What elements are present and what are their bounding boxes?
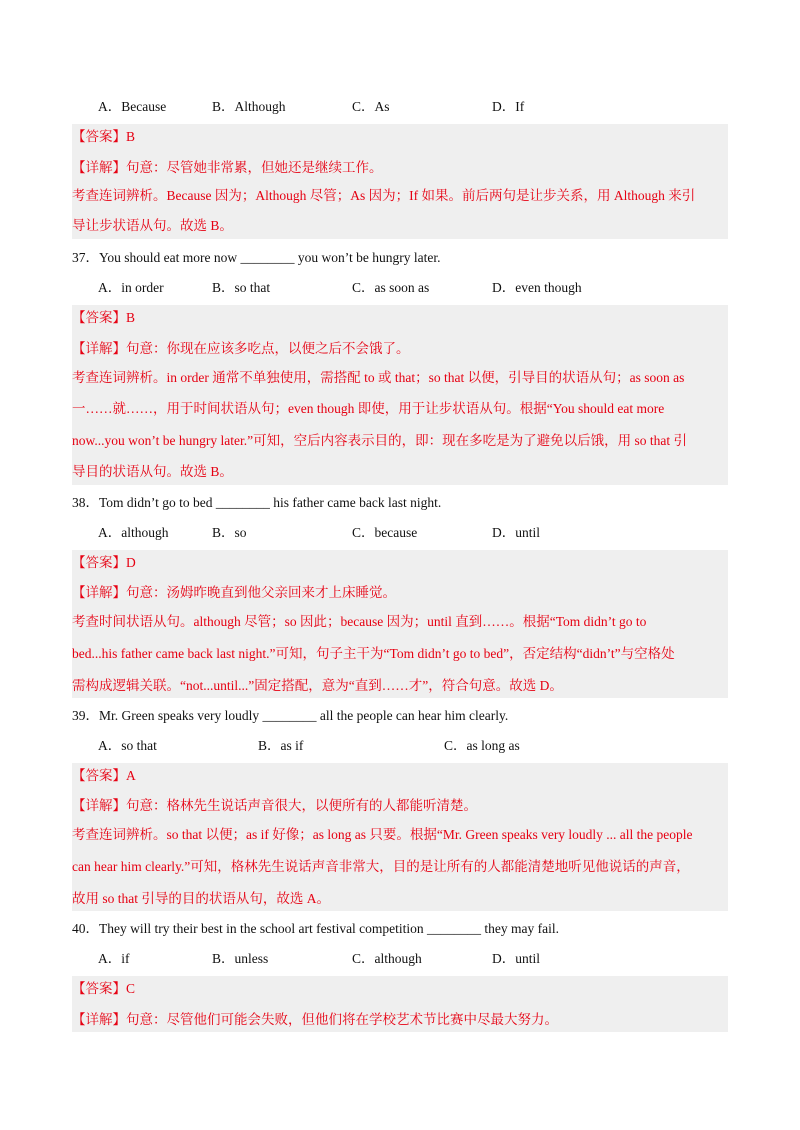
option-c: C．although xyxy=(352,951,422,966)
answer-box-37 xyxy=(72,305,728,485)
question-39-stem: 39．Mr. Green speaks very loudly ________ all the people can hear him clearly. xyxy=(72,708,509,723)
detail-line: 【详解】句意：你现在应该多吃点，以便之后不会饿了。 xyxy=(72,341,410,356)
detail-line: 导让步状语从句。故选 B。 xyxy=(72,218,233,233)
detail-line: 【详解】句意：尽管她非常累，但她还是继续工作。 xyxy=(72,160,383,175)
option-c: C．because xyxy=(352,525,418,540)
option-d: D．If xyxy=(492,99,525,114)
answer-line: 【答案】C xyxy=(72,981,136,996)
question-40-stem: 40．They will try their best in the school art festival competition ________ they may fail. xyxy=(72,921,560,936)
option-b: B．as if xyxy=(258,738,304,753)
detail-line: 导目的状语从句。故选 B。 xyxy=(72,464,233,479)
answer-box-38 xyxy=(72,550,728,698)
detail-line: now...you won’t be hungry later.”可知，空后内容表示目的，即：现在多吃是为了避免以后饿，用 so that 引 xyxy=(72,433,687,448)
answer-line: 【答案】D xyxy=(72,555,136,570)
detail-line: 【详解】句意：格林先生说话声音很大，以便所有的人都能听清楚。 xyxy=(72,798,477,813)
answer-box-36 xyxy=(72,124,728,239)
detail-line: 故用 so that 引导的目的状语从句，故选 A。 xyxy=(72,891,330,906)
option-d: D．until xyxy=(492,951,541,966)
answer-box-40 xyxy=(72,976,728,1032)
detail-line: bed...his father came back last night.”可知，句子主干为“Tom didn’t go to bed”，否定结构“didn’t”与空格处 xyxy=(72,646,675,661)
answer-box-39 xyxy=(72,763,728,911)
answer-line: 【答案】B xyxy=(72,129,136,144)
answer-line: 【答案】A xyxy=(72,768,136,783)
option-a: A．although xyxy=(98,525,169,540)
option-c: C．as soon as xyxy=(352,280,430,295)
detail-line: 考查时间状语从句。although 尽管；so 因此；because 因为；until 直到……。根据“Tom didn’t go to xyxy=(72,614,647,629)
detail-line: 一……就……，用于时间状语从句；even though 即使，用于让步状语从句。根据“You should eat more xyxy=(72,401,665,416)
detail-line: 需构成逻辑关联。“not...until...”固定搭配，意为“直到……才”，符合句意。故选 D。 xyxy=(72,678,563,693)
option-a: A．in order xyxy=(98,280,164,295)
option-b: B．unless xyxy=(212,951,269,966)
answer-line: 【答案】B xyxy=(72,310,136,325)
detail-line: 【详解】句意：尽管他们可能会失败，但他们将在学校艺术节比赛中尽最大努力。 xyxy=(72,1012,558,1027)
option-b: B．so that xyxy=(212,280,271,295)
detail-line: 【详解】句意：汤姆昨晚直到他父亲回来才上床睡觉。 xyxy=(72,585,396,600)
option-d: D．even though xyxy=(492,280,582,295)
detail-line: 考查连词辨析。Because 因为；Although 尽管；As 因为；If 如果。前后两句是让步关系，用 Although 来引 xyxy=(72,188,696,203)
option-d: D．until xyxy=(492,525,541,540)
question-38-stem: 38．Tom didn’t go to bed ________ his father came back last night. xyxy=(72,495,442,510)
detail-line: can hear him clearly.”可知，格林先生说话声音非常大，目的是让所有的人都能清楚地听见他说话的声音， xyxy=(72,859,690,874)
detail-line: 考查连词辨析。so that 以便；as if 好像；as long as 只要。根据“Mr. Green speaks very loudly ... all the people xyxy=(72,827,693,842)
option-b: B．so xyxy=(212,525,247,540)
option-a: A．so that xyxy=(98,738,157,753)
option-c: C．as long as xyxy=(444,738,520,753)
option-a: A．if xyxy=(98,951,130,966)
option-b: B．Although xyxy=(212,99,286,114)
option-c: C．As xyxy=(352,99,390,114)
question-37-stem: 37．You should eat more now ________ you won’t be hungry later. xyxy=(72,250,441,265)
detail-line: 考查连词辨析。in order 通常不单独使用，需搭配 to 或 that；so that 以便，引导目的状语从句；as soon as xyxy=(72,370,685,385)
option-a: A．Because xyxy=(98,99,167,114)
